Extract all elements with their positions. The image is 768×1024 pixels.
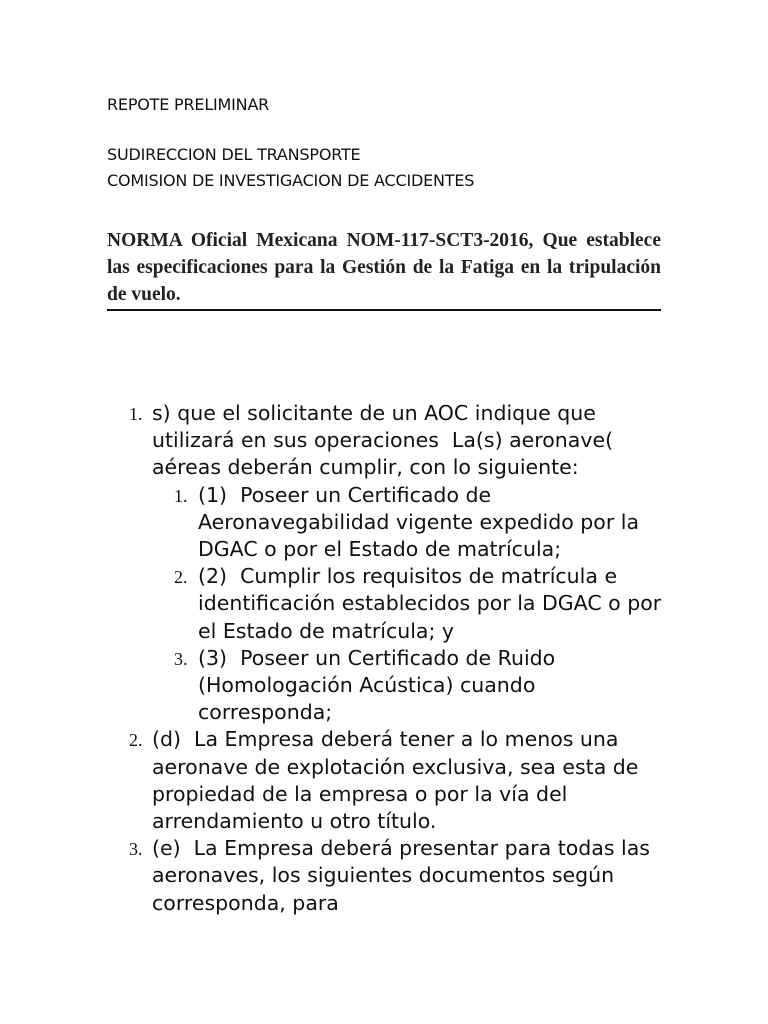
- report-heading: REPOTE PRELIMINAR: [107, 95, 270, 114]
- list-number: 3.: [129, 839, 143, 860]
- sub-list-item: [0, 563, 668, 645]
- requirements-list: [0, 400, 768, 917]
- list-item-text: (d) La Empresa deberá tener a lo menos una aeronave de explotación exclusiva, sea esta de propiedad de la empresa o por la vía del arrendamiento u otro título.: [152, 727, 645, 834]
- department-line: SUDIRECCION DEL TRANSPORTE: [107, 145, 361, 164]
- commission-line: COMISION DE INVESTIGACION DE ACCIDENTES: [107, 171, 475, 190]
- sub-list-item-text: (1) Poseer un Certificado de Aeronavegabilidad vigente expedido por la DGAC o por el Estado de matrícula;: [198, 482, 646, 562]
- sub-list-number: 1.: [174, 485, 188, 506]
- sub-list-item-text: (2) Cumplir los requisitos de matrícula e identificación establecidos por la DGAC o por el Estado de matrícula; y: [198, 564, 668, 643]
- sub-list-item: [0, 482, 668, 564]
- sub-list-number: 3.: [174, 648, 188, 669]
- list-item: [0, 400, 672, 482]
- list-number: 2.: [129, 730, 143, 751]
- list-item: [0, 835, 672, 917]
- sub-list-number: 2.: [174, 567, 188, 588]
- list-item-text: s) que el solicitante de un AOC indique que utilizará en sus operaciones La(s) aeronave( aéreas deberán cumplir, con lo siguiente:: [152, 401, 620, 480]
- sub-list-item: [0, 645, 668, 727]
- sub-list-item-text: (3) Poseer un Certificado de Ruido (Homologación Acústica) cuando corresponda;: [198, 645, 562, 725]
- list-item-text: (e) La Empresa deberá presentar para todas las aeronaves, los siguientes documentos según corresponda, para: [152, 836, 657, 915]
- norm-title: NORMA Oficial Mexicana NOM-117-SCT3-2016, Que establece las especificaciones para la Gestión de la Fatiga en la tripulación de vuelo.: [107, 227, 661, 311]
- list-number: 1.: [129, 404, 143, 424]
- list-item: [0, 726, 672, 835]
